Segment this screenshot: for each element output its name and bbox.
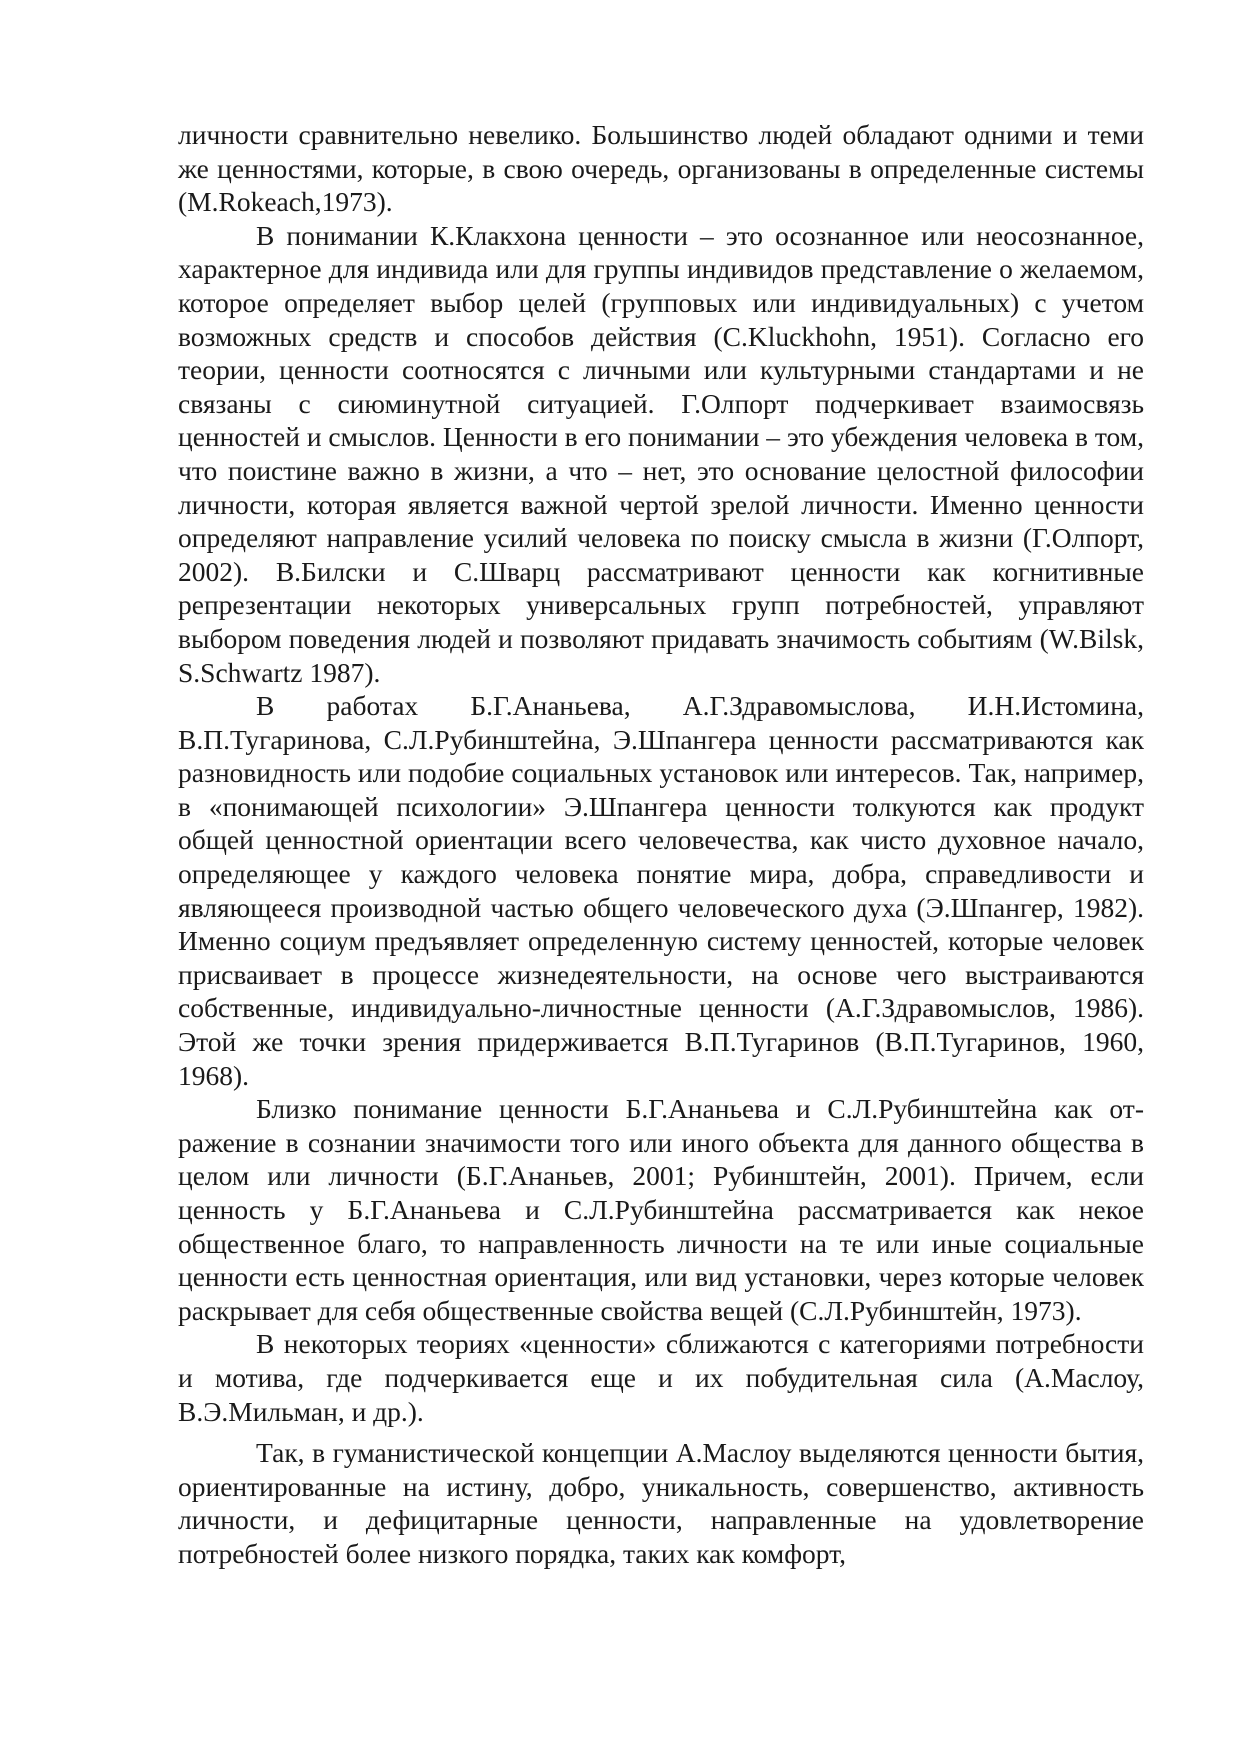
paragraph-5: В некоторых теориях «ценности» сближаются с категориями потребности и мотива, где подчеркивается еще и их побудительная сила (А.Маслоу, В.Э.Мильман, и др.).	[178, 1328, 1144, 1427]
document-page	[178, 118, 1144, 1571]
paragraph-2: В понимании К.Клакхона ценности – это осознанное или неосознанное, характерное для индивида или для группы индивидов представление о желаемом, которое определяет выбор целей (групповых или индивидуальных) с учетом возможных средств и способов действия (C.Kluckhohn, 1951). Согласно его теории, ценности соотносятся с личными или культурными стандартами и не связаны с сиюминутной ситуацией. Г.Олпорт подчеркивает взаимосвязь ценностей и смыслов. Ценности в его понимании – это убеждения человека в том, что поистине важно в жизни, а что – нет, это основание целостной философии личности, которая является важной чертой зрелой личности. Именно ценности определяют направление усилий человека по поиску смысла в жизни (Г.Олпорт, 2002). В.Билски и С.Шварц рассматривают ценности как когнитивные репрезентации некоторых универсальных групп потребностей, управляют выбором поведения людей и позволяют придавать значимость событиям (W.Bilsk, S.Schwartz 1987).	[178, 219, 1144, 688]
paragraph-4: Близко понимание ценности Б.Г.Ананьева и С.Л.Рубинштейна как отражение в сознании значимости того или иного объекта для данного общества в целом или личности (Б.Г.Ананьев, 2001; Рубинштейн, 2001). Причем, если ценность у Б.Г.Ананьева и С.Л.Рубинштейна рассматривается как некое общественное благо, то направленность личности на те или иные социальные ценности есть ценностная ориентация, или вид установки, через которые человек раскрывает для себя общественные свойства вещей (С.Л.Рубинштейн, 1973).	[178, 1093, 1144, 1326]
paragraph-6: Так, в гуманистической концепции А.Маслоу выделяются ценности бытия, ориентированные на истину, добро, уникальность, совершенство, активность личности, и дефицитарные ценности, направленные на удовлетворение потребностей более низкого порядка, таких как комфорт,	[178, 1437, 1144, 1569]
paragraph-3: В работах Б.Г.Ананьева, А.Г.Здравомыслова, И.Н.Истомина, В.П.Тугаринова, С.Л.Рубинштейна, Э.Шпангера ценности рассматриваются как разновидность или подобие социальных установок или интересов. Так, например, в «понимающей психологии» Э.Шпангера ценности толкуются как продукт общей ценностной ориентации всего человечества, как чисто духовное начало, определяющее у каждого человека понятие мира, добра, справедливости и являющееся производной частью общего человеческого духа (Э.Шпангер, 1982). Именно социум предъявляет определенную систему ценностей, которые человек присваивает в процессе жизнедеятельности, на основе чего выстраиваются собственные, индивидуально-личностные ценности (А.Г.Здравомыслов, 1986). Этой же точки зрения придерживается В.П.Тугаринов (В.П.Тугаринов, 1960, 1968).	[178, 690, 1144, 1091]
paragraph-1: личности сравнительно невелико. Большинство людей обладают одними и теми же ценностями, которые, в свою очередь, организованы в определенные системы (M.Rokeach,1973).	[178, 119, 1144, 218]
